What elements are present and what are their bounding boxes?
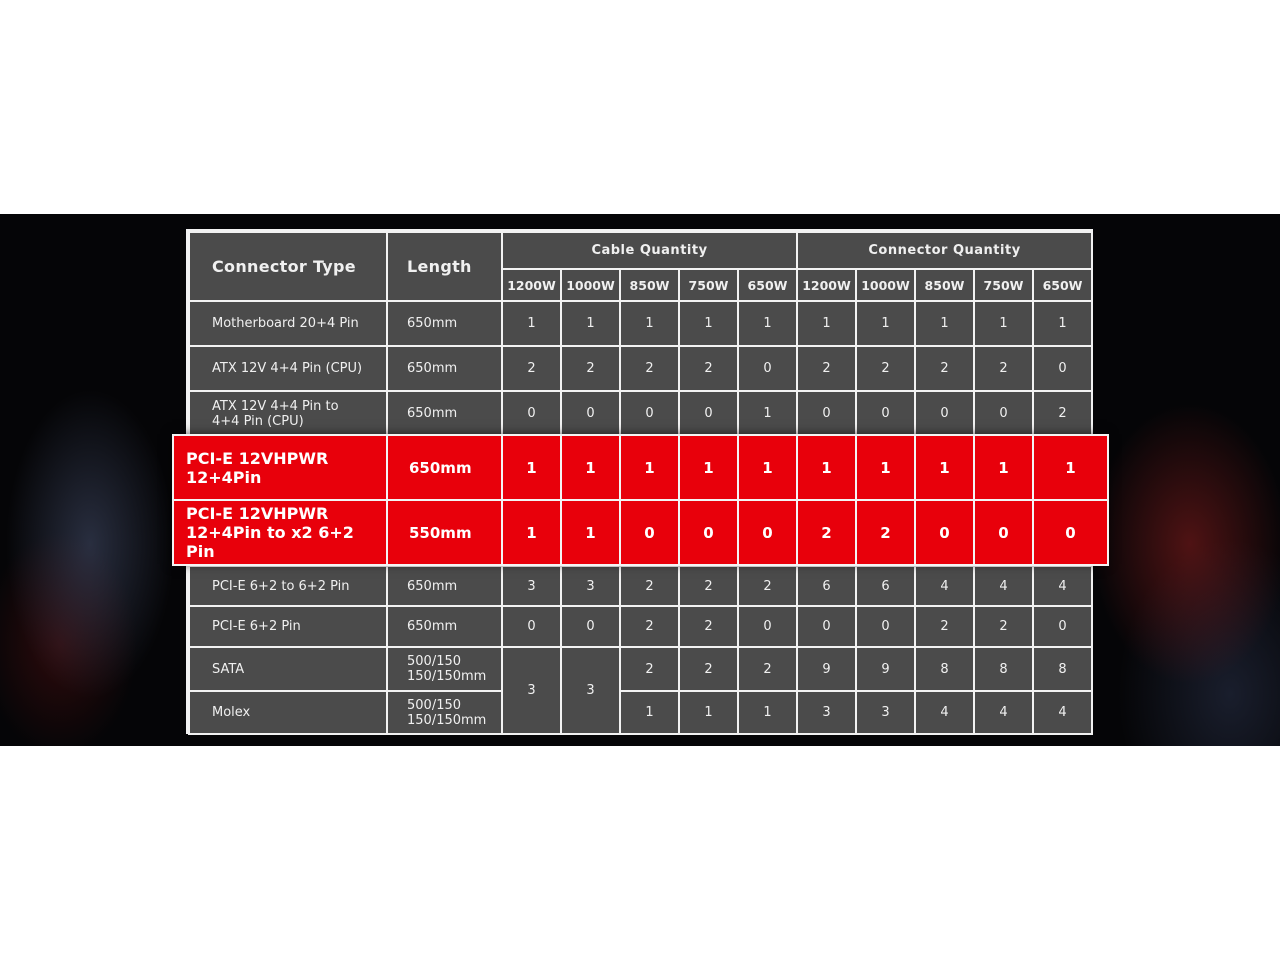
connector-qty-cell: 2 [856,500,915,565]
cable-length: 650mm [387,301,502,346]
cable-qty-cell: 0 [679,500,738,565]
cable-qty-cell: 1 [561,435,620,500]
connector-wattage-header: 750W [974,269,1033,301]
table-row-highlight [173,435,1108,500]
connector-name: Molex [189,691,387,734]
table-row [189,566,1092,606]
connector-qty-cell: 9 [797,647,856,691]
table-row [189,606,1092,647]
connector-type-header: Connector Type [189,232,387,301]
cable-qty-cell: 1 [679,435,738,500]
connector-name: Motherboard 20+4 Pin [189,301,387,346]
connector-qty-cell: 0 [915,500,974,565]
connector-qty-cell: 1 [856,301,915,346]
connector-qty-cell: 1 [974,301,1033,346]
cable-qty-cell: 0 [561,606,620,647]
cable-qty-cell: 1 [620,301,679,346]
cable-qty-cell: 1 [679,691,738,734]
connector-qty-cell: 3 [856,691,915,734]
cable-qty-cell: 1 [502,500,561,565]
cable-qty-cell: 2 [679,346,738,391]
cable-qty-cell: 2 [679,566,738,606]
connector-name: PCI-E 6+2 to 6+2 Pin [189,566,387,606]
connector-qty-cell: 4 [1033,566,1092,606]
connector-qty-cell: 2 [915,346,974,391]
cable-qty-cell: 3 [502,566,561,606]
table-row [189,346,1092,391]
cable-qty-cell: 2 [561,346,620,391]
cable-qty-cell: 3 [561,647,620,734]
cable-qty-cell: 3 [502,647,561,734]
connector-qty-cell: 0 [1033,346,1092,391]
cable-qty-cell: 0 [620,391,679,436]
connector-qty-cell: 0 [915,391,974,436]
cable-length: 650mm [387,435,502,500]
cable-qty-cell: 3 [561,566,620,606]
connector-qty-cell: 0 [856,391,915,436]
cable-qty-cell: 1 [561,500,620,565]
connector-qty-cell: 0 [974,391,1033,436]
table-row [189,647,1092,691]
cable-qty-cell: 1 [561,301,620,346]
cable-qty-cell: 2 [502,346,561,391]
connector-qty-cell: 4 [915,691,974,734]
connector-qty-cell: 1 [856,435,915,500]
connector-qty-cell: 8 [1033,647,1092,691]
connector-qty-cell: 2 [915,606,974,647]
connector-qty-cell: 4 [974,566,1033,606]
cable-qty-cell: 2 [620,566,679,606]
connector-quantity-header: Connector Quantity [797,232,1092,269]
cable-qty-cell: 1 [738,691,797,734]
connector-qty-cell: 0 [1033,500,1108,565]
cable-qty-cell: 0 [502,391,561,436]
connector-qty-cell: 1 [974,435,1033,500]
connector-qty-cell: 4 [1033,691,1092,734]
connector-qty-cell: 1 [1033,435,1108,500]
connector-qty-cell: 8 [974,647,1033,691]
cable-qty-cell: 0 [502,606,561,647]
cable-qty-cell: 1 [502,435,561,500]
cable-qty-cell: 2 [738,566,797,606]
cable-length: 650mm [387,606,502,647]
cable-wattage-header: 1200W [502,269,561,301]
connector-qty-cell: 1 [915,301,974,346]
connector-qty-cell: 2 [856,346,915,391]
cable-wattage-header: 650W [738,269,797,301]
cable-qty-cell: 2 [679,647,738,691]
connector-qty-cell: 6 [856,566,915,606]
connector-wattage-header: 850W [915,269,974,301]
connector-qty-cell: 1 [797,435,856,500]
length-header: Length [387,232,502,301]
cable-length: 650mm [387,346,502,391]
connector-qty-cell: 4 [915,566,974,606]
connector-qty-cell: 1 [797,301,856,346]
cable-wattage-header: 1000W [561,269,620,301]
cable-qty-cell: 0 [738,606,797,647]
cable-qty-cell: 0 [738,500,797,565]
connector-qty-cell: 0 [797,391,856,436]
cable-qty-cell: 1 [620,435,679,500]
cable-qty-cell: 1 [738,435,797,500]
cable-qty-cell: 0 [679,391,738,436]
cable-wattage-header: 750W [679,269,738,301]
connector-qty-cell: 0 [797,606,856,647]
connector-qty-cell: 0 [1033,606,1092,647]
connector-wattage-header: 1200W [797,269,856,301]
cable-length: 500/150 150/150mm [387,647,502,691]
connector-wattage-header: 1000W [856,269,915,301]
connector-qty-cell: 2 [797,346,856,391]
connector-name: PCI-E 12VHPWR 12+4Pin to x2 6+2 Pin [173,500,387,565]
cable-qty-cell: 1 [738,301,797,346]
connector-qty-cell: 2 [974,606,1033,647]
cable-wattage-header: 850W [620,269,679,301]
connector-qty-cell: 6 [797,566,856,606]
connector-qty-cell: 1 [1033,301,1092,346]
cable-length: 500/150 150/150mm [387,691,502,734]
connector-name: PCI-E 12VHPWR 12+4Pin [173,435,387,500]
cable-qty-cell: 0 [561,391,620,436]
connector-name: SATA [189,647,387,691]
connector-qty-cell: 9 [856,647,915,691]
cable-qty-cell: 1 [679,301,738,346]
highlighted-rows [172,434,1109,566]
connector-wattage-header: 650W [1033,269,1092,301]
cable-qty-cell: 2 [620,647,679,691]
cable-quantity-header: Cable Quantity [502,232,797,269]
table-row-highlight [173,500,1108,565]
connector-qty-cell: 2 [797,500,856,565]
cable-qty-cell: 0 [620,500,679,565]
cable-length: 550mm [387,500,502,565]
cable-qty-cell: 1 [738,391,797,436]
connector-qty-cell: 2 [974,346,1033,391]
cable-qty-cell: 1 [620,691,679,734]
cable-length: 650mm [387,391,502,436]
cable-qty-cell: 1 [502,301,561,346]
cable-qty-cell: 2 [620,346,679,391]
connector-qty-cell: 4 [974,691,1033,734]
cable-qty-cell: 2 [679,606,738,647]
connector-qty-cell: 1 [915,435,974,500]
connector-qty-cell: 0 [856,606,915,647]
cable-qty-cell: 2 [738,647,797,691]
connector-qty-cell: 3 [797,691,856,734]
connector-name: PCI-E 6+2 Pin [189,606,387,647]
cable-length: 650mm [387,566,502,606]
table-row [189,391,1092,436]
cable-qty-cell: 2 [620,606,679,647]
table-row [189,301,1092,346]
cable-qty-cell: 0 [738,346,797,391]
connector-qty-cell: 2 [1033,391,1092,436]
connector-qty-cell: 0 [974,500,1033,565]
connector-qty-cell: 8 [915,647,974,691]
table-row [189,691,1092,734]
connector-name: ATX 12V 4+4 Pin to 4+4 Pin (CPU) [189,391,387,436]
connector-name: ATX 12V 4+4 Pin (CPU) [189,346,387,391]
